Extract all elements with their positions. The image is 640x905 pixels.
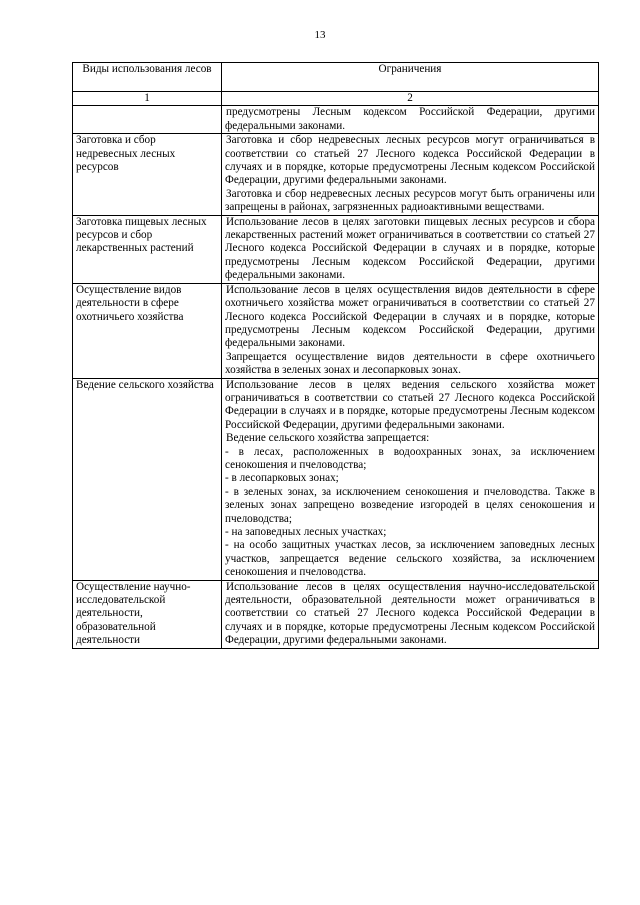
table-header-row [73, 63, 599, 92]
restriction-paragraph: Использование лесов в целях заготовки пищевых лесных ресурсов и сбора лекарственных растений может ограничиваться в соответствии со статьей 27 Лесного кодекса Российской Федерации в случаях и в порядке, которые предусмотрены Лесным кодексом Российской Федерации, другими федеральными законами. [225, 215, 595, 282]
restriction-paragraph: Запрещается осуществление видов деятельности в сфере охотничьего хозяйства в зеленых зонах и лесопарковых зонах. [225, 350, 595, 377]
restriction-paragraph: Заготовка и сбор недревесных лесных ресурсов могут ограничиваться в соответствии со статьей 27 Лесного кодекса Российской Федерации в случаях и в порядке, которые предусмотрены Лесным кодексом Российской Федерации, другими федеральными законами. [225, 134, 595, 187]
forest-use-type: Заготовка пищевых лесных ресурсов и сбор лекарственных растений [76, 215, 207, 255]
restriction-cell [222, 215, 599, 283]
restriction-paragraph: Заготовка и сбор недревесных лесных ресурсов могут быть ограничены или запрещены в районах, загрязненных радиоактивными веществами. [225, 187, 595, 214]
restriction-list-item: - в лесопарковых зонах; [225, 472, 339, 485]
restriction-cell [222, 580, 599, 648]
forest-use-type: Осуществление научно-исследовательской деятельности, образовательной деятельности [76, 580, 191, 647]
table-row [73, 134, 599, 215]
restriction-paragraph: Ведение сельского хозяйства запрещается: [226, 432, 430, 445]
restriction-list-item: - в зеленых зонах, за исключением сенокошения и пчеловодства. Также в зеленых зонах запрещено возведение изгородей в целях сенокошения и пчеловодства; [225, 485, 595, 525]
table-row [73, 106, 599, 134]
page-number: 13 [314, 29, 326, 41]
column-number-row [73, 92, 599, 106]
forest-use-type-cell [73, 283, 222, 378]
forest-use-type-cell [73, 106, 222, 134]
table-row [73, 215, 599, 283]
column-number-2: 2 [222, 92, 599, 106]
table-row [73, 580, 599, 648]
restriction-paragraph: Использование лесов в целях осуществления научно-исследовательской деятельности, образовательной деятельности может ограничиваться в соответствии со статьей 27 Лесного кодекса Российской Федерации в случаях и в порядке, которые предусмотрены Лесным кодексом Российской Федерации, другими федеральными законами. [225, 580, 595, 647]
restriction-cell [222, 283, 599, 378]
forest-use-type: Осуществление видов деятельности в сфере охотничьего хозяйства [76, 283, 184, 323]
restriction-cell [222, 106, 599, 134]
table-row [73, 283, 599, 378]
forest-use-type-cell [73, 378, 222, 580]
restriction-list-item: - на заповедных лесных участках; [225, 526, 387, 538]
restriction-paragraph: Использование лесов в целях осуществления видов деятельности в сфере охотничьего хозяйства может ограничиваться в соответствии со статьей 27 Лесного кодекса Российской Федерации в случаях и в порядке, которые предусмотрены Лесным кодексом Российской Федерации, другими федеральными законами. [225, 283, 595, 350]
restriction-cell [222, 378, 599, 580]
forest-use-type-cell [73, 215, 222, 283]
forest-use-type: Ведение сельского хозяйства [76, 378, 214, 391]
column-number-1: 1 [73, 92, 222, 106]
forest-use-type-cell [73, 580, 222, 648]
restriction-list-item: - на особо защитных участках лесов, за исключением заповедных лесных участков, запрещается ведение сельского хозяйства, за исключением сенокошения и пчеловодства. [225, 539, 595, 579]
header-forest-use-types: Виды использования лесов [73, 63, 222, 92]
restrictions-table [72, 62, 599, 649]
header-restrictions: Ограничения [222, 63, 599, 92]
restriction-cell [222, 134, 599, 215]
forest-use-type-cell [73, 134, 222, 215]
forest-use-type: Заготовка и сбор недревесных лесных ресурсов [76, 134, 176, 174]
restriction-list-item: - в лесах, расположенных в водоохранных зонах, за исключением сенокошения и пчеловодства; [225, 445, 595, 471]
table-row [73, 378, 599, 580]
restriction-paragraph: предусмотрены Лесным кодексом Российской Федерации, другими федеральными законами. [225, 106, 595, 132]
restriction-paragraph: Использование лесов в целях ведения сельского хозяйства может ограничиваться в соответствии со статьей 27 Лесного кодекса Российской Федерации в случаях и в порядке, которые предусмотрены Лесным кодексом Российской Федерации, другими федеральными законами. [225, 378, 595, 431]
